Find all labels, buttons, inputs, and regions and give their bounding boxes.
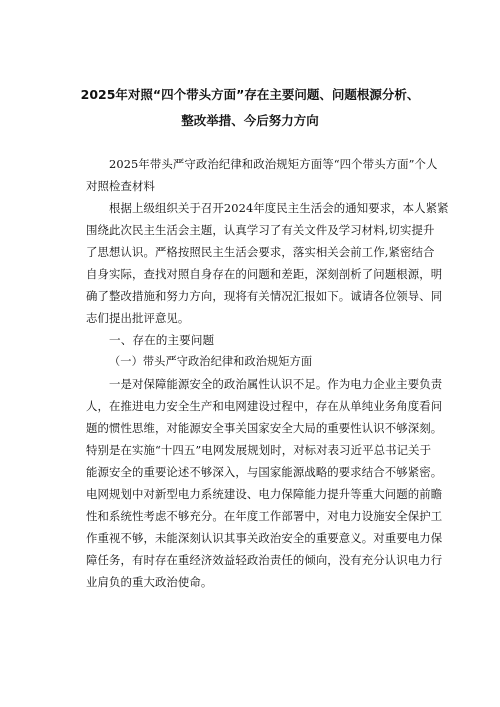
- intro-line: 自身实际，查找对照自身存在的问题和差距，深刻剖析了问题根源，明: [86, 267, 443, 281]
- paragraph-line: 题的惯性思维，对能源安全事关国家安全大局的重要性认识不够深刻。: [86, 421, 443, 435]
- document-title-line-2: 整改举措、今后努力方向: [181, 113, 319, 128]
- paragraph-line: 特别是在实施“十四五”电网发展规划时，对标对表习近平总书记关于: [86, 443, 432, 457]
- subtitle-line-2: 对照检查材料: [86, 179, 155, 193]
- paragraph-line: 业肩负的重大政治使命。: [86, 575, 213, 589]
- intro-line: 围绕此次民主生活会主题，认真学习了有关文件及学习材料,切实提升: [86, 223, 435, 237]
- intro-line: 确了整改措施和努力方向，现将有关情况汇报如下。诚请各位领导、同: [86, 289, 443, 303]
- intro-line: 根据上级组织关于召开2024年度民主生活会的通知要求，本人紧紧: [109, 201, 449, 215]
- paragraph-line: 一是对保障能源安全的政治属性认识不足。作为电力企业主要负责: [109, 377, 443, 391]
- subsection-heading: （一）带头严守政治纪律和政治规矩方面: [109, 355, 313, 368]
- paragraph-line: 性和系统性考虑不够充分。在年度工作部署中，对电力设施安全保护工: [86, 509, 443, 523]
- paragraph-line: 人，在推进电力安全生产和电网建设过程中，存在从单纯业务角度看问: [86, 399, 443, 413]
- paragraph-line: 作重视不够，未能深刻认识其事关政治安全的重要意义。对重要电力保: [86, 531, 443, 545]
- paragraph-line: 障任务，有时存在重经济效益轻政治责任的倾向，没有充分认识电力行: [86, 553, 443, 567]
- intro-line: 了思想认识。严格按照民主生活会要求，落实相关会前工作,紧密结合: [86, 245, 435, 259]
- intro-line: 志们提出批评意见。: [86, 311, 190, 325]
- document-body: [86, 153, 449, 593]
- subtitle-line-1: 2025年带头严守政治纪律和政治规矩方面等“四个带头方面”个人: [109, 157, 438, 171]
- document-title-line-1: 2025年对照“四个带头方面”存在主要问题、问题根源分析、: [80, 87, 420, 102]
- paragraph-line: 能源安全的重要论述不够深入，与国家能源战略的要求结合不够紧密。: [86, 465, 443, 479]
- section-heading: 一、存在的主要问题: [109, 333, 215, 347]
- paragraph-line: 电网规划中对新型电力系统建设、电力保障能力提升等重大问题的前瞻: [86, 487, 443, 501]
